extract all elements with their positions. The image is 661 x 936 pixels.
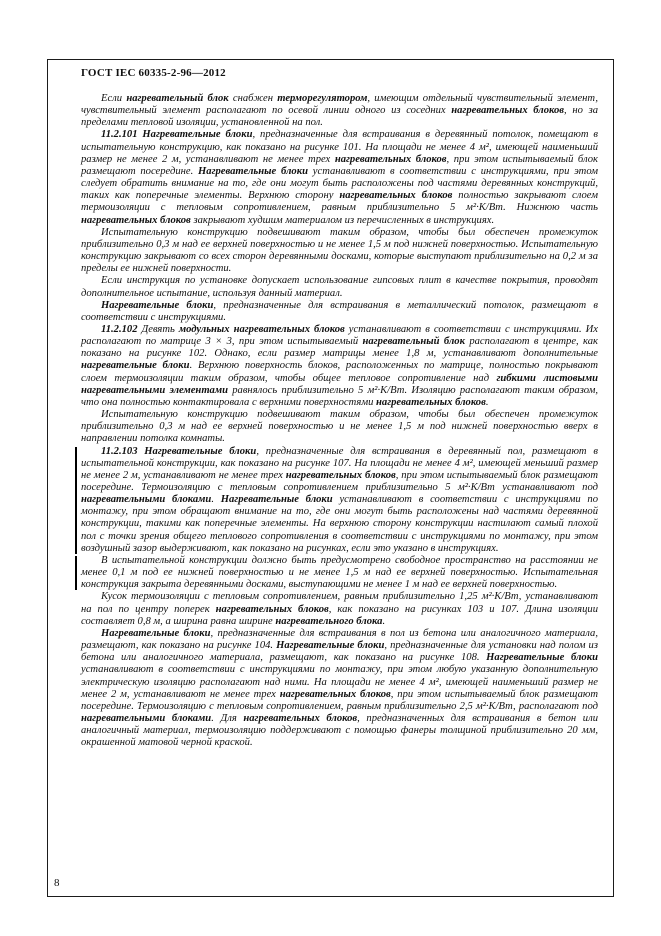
text-run: , предназначенные для встраивания в пол из бетона или аналогичного материала, размещают, как показано на рисунке 104. — [81, 627, 598, 652]
text-run: нагревательными блоками — [81, 494, 212, 506]
text-run: , предназначенные для установки над полом из бетона или аналогичного материала, размещают, как показано на рисунке 108. — [81, 640, 598, 664]
text-run: . Для — [211, 712, 244, 724]
text-run: В испытательной конструкции должно быть предусмотрено свободное пространство на расстоянии не менее 0,1 м под ее нижней поверхностью и не менее 1,5 м над ее верхней поверхностью. Испытательная конструкция закрыта деревянными досками, выступающими не менее 1 м над ее верхней поверхностью. — [81, 554, 598, 591]
paragraph — [81, 300, 598, 324]
text-run: Нагревательные блоки — [101, 299, 214, 311]
text-run: терморегулятором — [277, 93, 368, 104]
text-run: Нагревательные блоки — [101, 627, 211, 639]
text-run: Нагревательные блоки — [486, 652, 598, 664]
page-number: 8 — [54, 877, 60, 889]
text-run: устанавливают в соответствии с инструкциями по монтажу, при этом обращают внимание на то, где они могут быть расположены над частями деревянной конструкции, такими как поперечные элементы. На верхнюю сторону конструкции настилают самый плохой пол с точки зрения общего теплового сопротивления в соответствии с инструкциями по монтажу, при этом воздушный зазор выдерживают, как показано на рисунках, если это указано в инструкциях. — [81, 494, 599, 554]
text-run: , предназначенные для встраивания в деревянный пол, размещают в испытательной конструкции, как показано на рисунке 107. На площади не менее 4 м², имеющей меньший размер не менее 2 м, устанавливают не менее трех — [81, 445, 599, 481]
paragraph — [81, 93, 598, 129]
text-run: , но за пределами тепловой изоляции, установленной на пол. — [81, 105, 598, 129]
text-run: нагревательный блок — [126, 93, 229, 104]
text-run: 11.2.102 — [101, 323, 142, 335]
paragraph — [81, 555, 598, 591]
text-run: Если инструкция по установке допускает использование гипсовых плит в качестве покрытия, проводят дополнительное испытание, используя данный материал. — [81, 275, 598, 299]
text-run: Кусок термоизоляции с тепловым сопротивлением, равным приблизительно 1,25 м²·К/Вт, устанавливают на пол по центру поперек — [81, 591, 598, 615]
text-run: , предназначенные для встраивания в металлический потолок, размещают в соответствии с инструкциями. — [81, 299, 598, 323]
text-run: полностью закрывают слоем термоизоляции с тепловым сопротивлением, равным приблизительно 5 м²·К/Вт. Нижнюю часть — [81, 190, 598, 214]
text-run: нагревательных блоков — [243, 712, 358, 724]
document-header: ГОСТ IEC 60335-2-96—2012 — [81, 67, 226, 79]
text-run: . — [382, 615, 386, 627]
paragraph — [81, 409, 598, 445]
text-run: нагревательных блоков — [334, 153, 447, 165]
text-run: Если — [101, 93, 127, 104]
text-run: Нагревательные блоки — [220, 494, 333, 506]
text-run: нагревательного блока — [275, 615, 383, 627]
text-run: Испытательную конструкцию подвешивают таким образом, чтобы был обеспечен промежуток приблизительно 0,3 м над ее верхней поверхностью и не менее 1,5 м под нижней поверхностью. Испытательную конструкцию закрывают со всех сторон деревянными досками, которые выступают приблизительно на 0,2 м за пределы ее нижней поверхности. — [81, 226, 598, 275]
text-run: нагревательный блок — [362, 336, 465, 348]
page-frame — [47, 59, 614, 897]
text-run: нагревательных блоков — [339, 190, 453, 202]
text-run: устанавливают в соответствии с инструкциями. Их располагают по матрице 3 × 3, при этом испытываемый — [81, 323, 598, 348]
text-run: , имеющим отдельный чувствительный элемент, чувствительный элемент располагают по осевой линии одного из соседних — [81, 93, 598, 117]
text-run: нагревательных блоков — [451, 105, 565, 117]
paragraph — [81, 227, 598, 276]
text-run: Нагревательные блоки — [276, 640, 385, 652]
text-run: , при этом испытываемый блок размещают посередине. Термоизоляцию с тепловым сопротивлением, равным приблизительно 2,5 м²·К/Вт, располагают под — [81, 688, 598, 712]
paragraph — [81, 591, 598, 627]
text-run: . — [485, 396, 489, 408]
paragraph — [81, 275, 598, 299]
text-run: модульных нагревательных блоков — [178, 323, 345, 335]
text-run: располагают в центре, как показано на рисунке 102. Однако, если размер матрицы менее 1,8 м, устанавливают дополнительные — [81, 336, 598, 360]
text-run: устанавливают в соответствии с инструкциями по монтажу, при этом любую указанную дополнительную электрическую изоляцию располагают над ними. На площади не менее 4 м², имеющей наименьший размер не менее 2 м, устанавливают не менее трех — [81, 664, 598, 700]
text-run: нагревательных блоков — [285, 469, 396, 481]
text-run: . — [211, 494, 221, 506]
text-run: нагревательных блоков — [215, 603, 329, 615]
text-run: 11.2.103 Нагревательные блоки — [101, 445, 257, 457]
text-run: , как показано на рисунках 103 и 107. Длина изоляции составляет 0,8 м, а ширина равна ширине — [81, 603, 598, 627]
text-run: снабжен — [228, 93, 278, 104]
text-run: Испытательную конструкцию подвешивают таким образом, чтобы был обеспечен промежуток приблизительно 0,3 м над ее верхней поверхностью и не менее 1,5 м под нижней поверхностью вверх в направлении потолка комнаты. — [81, 409, 598, 445]
document-body — [81, 93, 598, 749]
text-run: гибкими листовыми нагревательными элементами — [81, 372, 598, 396]
text-run: 11.2.101 Нагревательные блоки — [101, 129, 253, 141]
text-run: нагревательными блоками — [81, 712, 212, 724]
text-run: , предназначенные для встраивания в деревянный потолок, помещают в испытательную конструкцию, как показано на рисунке 101. На площади не менее 4 м², имеющей наименьший размер не менее 2 м, устанавливают не менее трех — [81, 129, 598, 165]
text-run: . Верхнюю поверхность блоков, расположенных по матрице, полностью покрывают слоем термоизоляции таким образом, чтобы общее тепловое сопротивление над — [81, 360, 598, 384]
text-run: , при этом испытываемый блок размещают посередине. — [81, 153, 598, 177]
text-run: закрывают худшим материалом из перечисленных в инструкциях. — [190, 214, 495, 226]
paragraph — [81, 628, 598, 750]
text-run: нагревательных блоков — [376, 396, 486, 408]
text-run: нагревательные блоки — [81, 360, 190, 372]
text-run: , предназначенных для встраивания в бетон или аналогичный материал, термоизоляцию поддерживают с помощью фанеры толщиной приблизительно 20 мм, окрашенной матовой черной краской. — [81, 712, 599, 749]
paragraph — [81, 324, 598, 409]
text-run: нагревательных блоков — [81, 214, 191, 226]
text-run: Девять — [141, 323, 179, 335]
paragraph — [81, 129, 598, 226]
text-run: , при этом испытываемый блок размещают посередине. Термоизоляцию с тепловым сопротивлением приблизительно 5 м²·К/Вт устанавливают под — [81, 469, 598, 493]
text-run: Нагревательные блоки — [198, 165, 308, 177]
text-run: устанавливают в соответствии с инструкциями, при этом следует обратить внимание на то, где они могут быть расположены под частями деревянных конструкций, таких как поперечные элементы. Верхнюю сторону — [81, 165, 598, 202]
paragraph — [81, 446, 598, 555]
text-run: равнялось приблизительно 5 м²·К/Вт. Изоляцию располагают таким образом, что она полностью контактировала с верхними поверхностями — [81, 384, 598, 408]
text-run: нагревательных блоков — [279, 688, 391, 700]
